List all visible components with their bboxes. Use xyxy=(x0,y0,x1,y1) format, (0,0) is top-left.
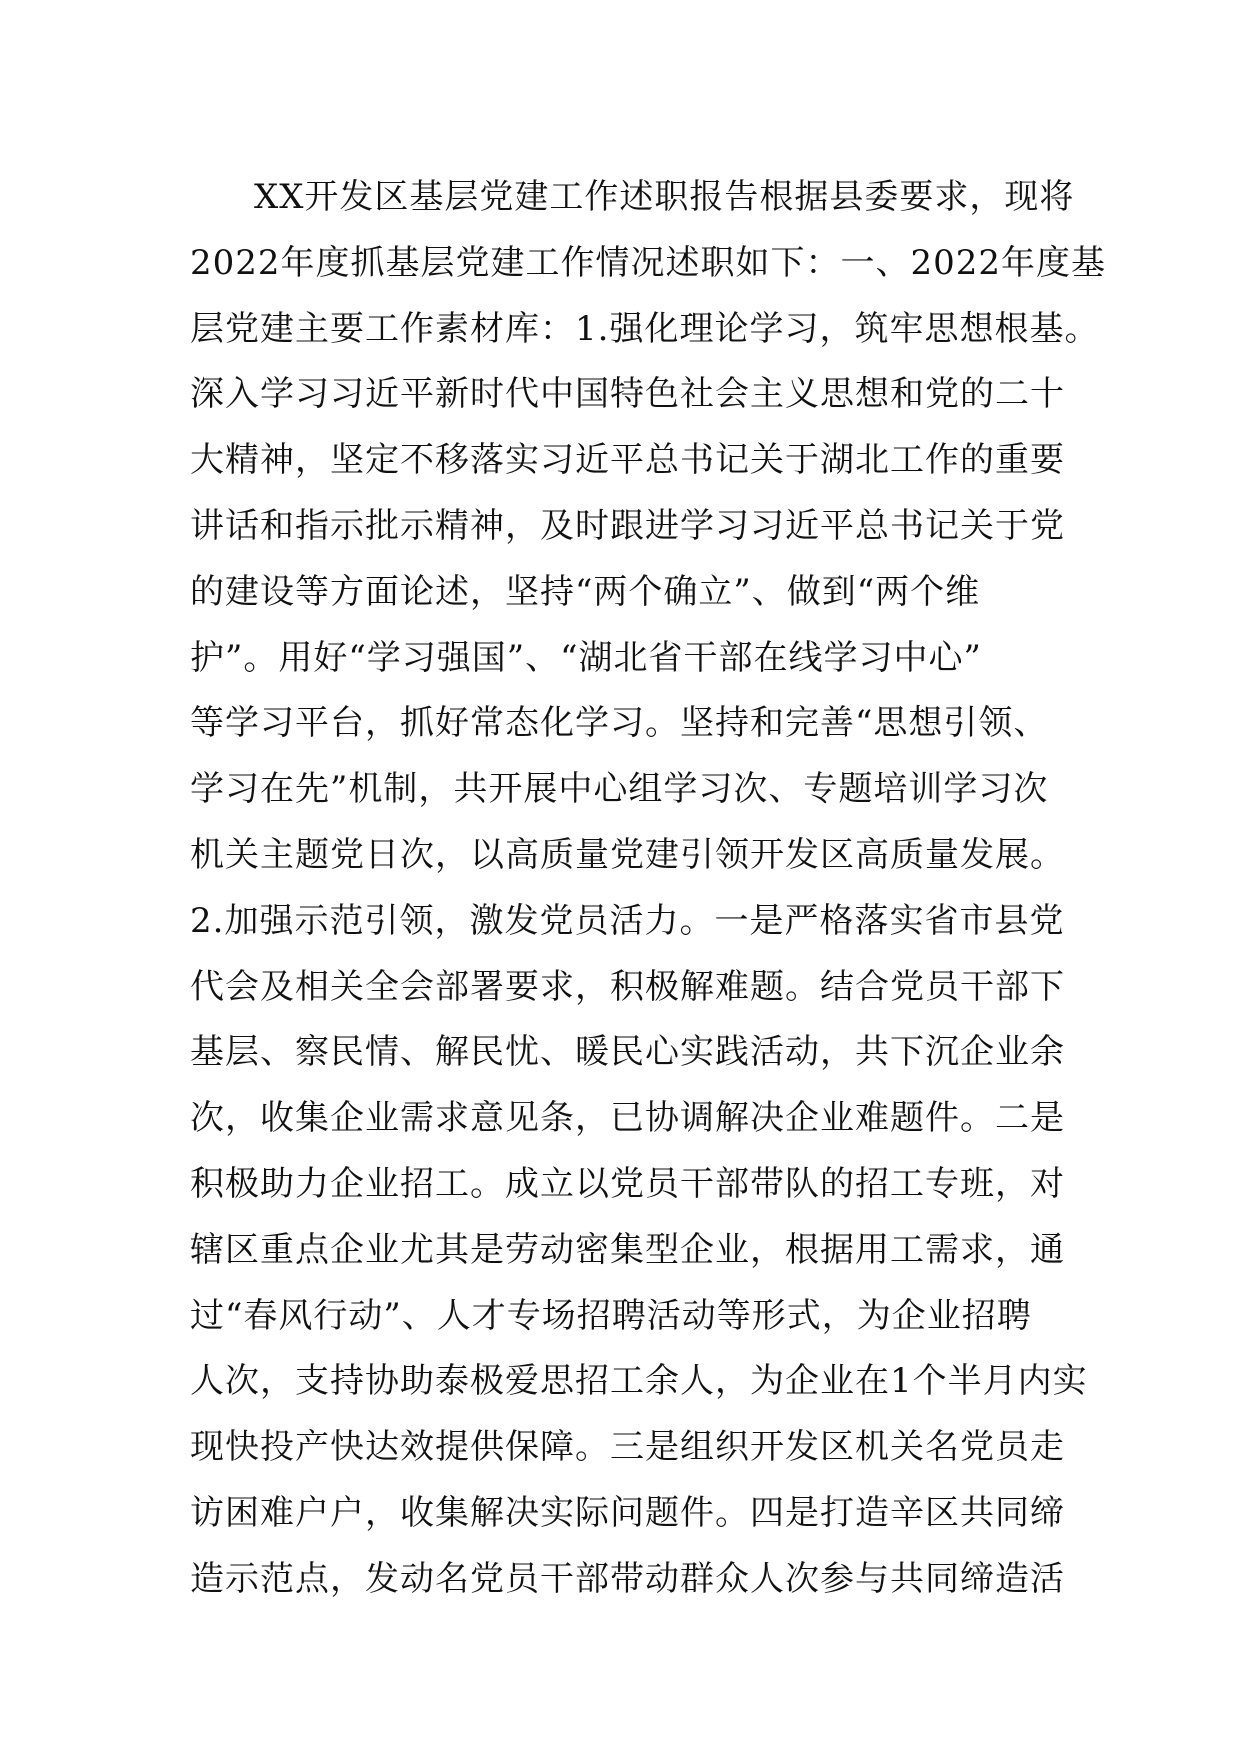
text-line: 2.加强示范引领，激发党员活力。一是严格落实省市县党 xyxy=(190,900,1065,941)
text-line: 2022年度抓基层党建工作情况述职如下：一、2022年度基 xyxy=(190,242,1107,283)
text-line: 学习在先”机制，共开展中心组学习次、专题培训学习次 xyxy=(190,769,1049,810)
text-line: 基层、察民情、解民忧、暖民心实践活动，共下沉企业余 xyxy=(190,1032,1065,1073)
text-line: 机关主题党日次，以高质量党建引领开发区高质量发展。 xyxy=(190,834,1065,875)
text-line: 次，收集企业需求意见条，已协调解决企业难题件。二是 xyxy=(190,1098,1065,1139)
text-line: 层党建主要工作素材库：1.强化理论学习，筑牢思想根基。 xyxy=(190,308,1100,349)
text-line: 现快投产快达效提供保障。三是组织开发区机关名党员走 xyxy=(190,1427,1065,1468)
text-line: 访困难户户，收集解决实际问题件。四是打造辛区共同缔 xyxy=(190,1492,1065,1533)
text-line: 的建设等方面论述，坚持“两个确立”、做到“两个维 xyxy=(190,571,981,612)
text-line: 过“春风行动”、人才专场招聘活动等形式，为企业招聘 xyxy=(190,1295,1032,1336)
text-line: 深入学习习近平新时代中国特色社会主义思想和党的二十 xyxy=(190,374,1065,415)
text-line: 讲话和指示批示精神，及时跟进学习习近平总书记关于党 xyxy=(190,505,1065,546)
text-line: 辖区重点企业尤其是劳动密集型企业，根据用工需求，通 xyxy=(190,1229,1065,1270)
text-line: 代会及相关全会部署要求，积极解难题。结合党员干部下 xyxy=(190,966,1065,1007)
text-line: XX开发区基层党建工作述职报告根据县委要求，现将 xyxy=(254,177,1075,217)
text-line: 造示范点，发动名党员干部带动群众人次参与共同缔造活 xyxy=(190,1558,1065,1599)
text-line: 大精神，坚定不移落实习近平总书记关于湖北工作的重要 xyxy=(190,440,1065,481)
text-line: 护”。用好“学习强国”、“湖北省干部在线学习中心” xyxy=(190,637,982,678)
text-line: 等学习平台，抓好常态化学习。坚持和完善“思想引领、 xyxy=(190,703,1049,744)
body-paragraph xyxy=(190,165,1107,1613)
text-line: 人次，支持协助泰极爱思招工余人，为企业在1个半月内实 xyxy=(190,1361,1088,1402)
text-line: 积极助力企业招工。成立以党员干部带队的招工专班，对 xyxy=(190,1163,1065,1204)
